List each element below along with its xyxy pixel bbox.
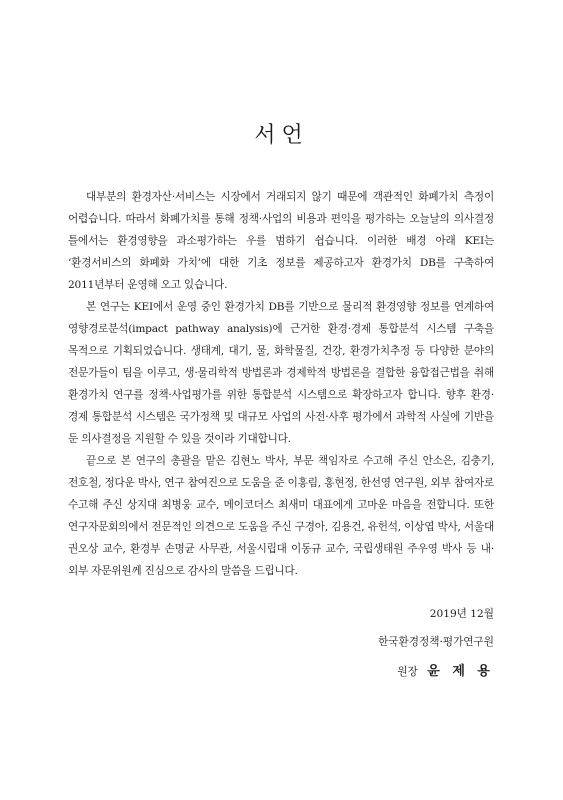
signature-person <box>300 660 494 679</box>
page-title: 서언 <box>254 123 309 148</box>
signature-role: 원장 <box>397 666 418 678</box>
signature-organization: 한국환경정책·평가연구원 <box>378 636 494 648</box>
preface-body <box>68 186 494 582</box>
preface-paragraph-3: 끝으로 본 연구의 총괄을 맡은 김현노 박사, 부문 책임자로 수고해 주신 안소은, 김충기, 전호철, 정다운 박사, 연구 참여진으로 도움을 준 이홍림, 홍현정, 한선영 연구원, 외부 참여자로 수고해 주신 상지대 최병웅 교수, 메이코더스 최새미 대표에게 고마운 마음을 전합니다. 또한 연구자문회의에서 전문적인 의견으로 도움을 주신 구경아, 김용건, 유헌석, 이상엽 박사, 서울대 권오상 교수, 환경부 손명균 사무관, 서울시립대 이동규 교수, 국립생태원 주우영 박사 등 내·외부 자문위원께 진심으로 감사의 말씀을 드립니다. <box>68 455 494 577</box>
preface-paragraph-1: 대부분의 환경자산·서비스는 시장에서 거래되지 않기 때문에 객관적인 화폐가치 측정이 어렵습니다. 따라서 화폐가치를 통해 정책·사업의 비용과 편익을 평가하는 오늘날의 의사결정 틀에서는 환경영향을 과소평가하는 우를 범하기 쉽습니다. 이러한 배경 아래 KEI는 ‘환경서비스의 화폐화 가치’에 대한 기초 정보를 제공하고자 환경가치 DB를 구축하여 2011년부터 운영해 오고 있습니다. <box>68 191 494 291</box>
preface-paragraph-2: 본 연구는 KEI에서 운영 중인 환경가치 DB를 기반으로 물리적 환경영향 정보를 연계하여 영향경로분석(impact pathway analysis)에 근거한 환경·경제 통합분석 시스템 구축을 목적으로 기획되었습니다. 생태계, 대기, 물, 화학물질, 건강, 환경가치추정 등 다양한 분야의 전문가들이 팀을 이루고, 생·물리학적 방법론과 경제학적 방법론을 결합한 융합접근법을 취해 환경가치 연구를 정책·사업평가를 위한 통합분석 시스템으로 확장하고자 합니다. 향후 환경·경제 통합분석 시스템은 국가정책 및 대규모 사업의 사전·사후 평가에서 과학적 사실에 기반을 둔 의사결정을 지원할 수 있을 것이라 기대합니다. <box>68 301 494 445</box>
signature-date: 2019년 12월 <box>429 608 494 620</box>
signature-name: 윤 제 용 <box>427 664 494 679</box>
